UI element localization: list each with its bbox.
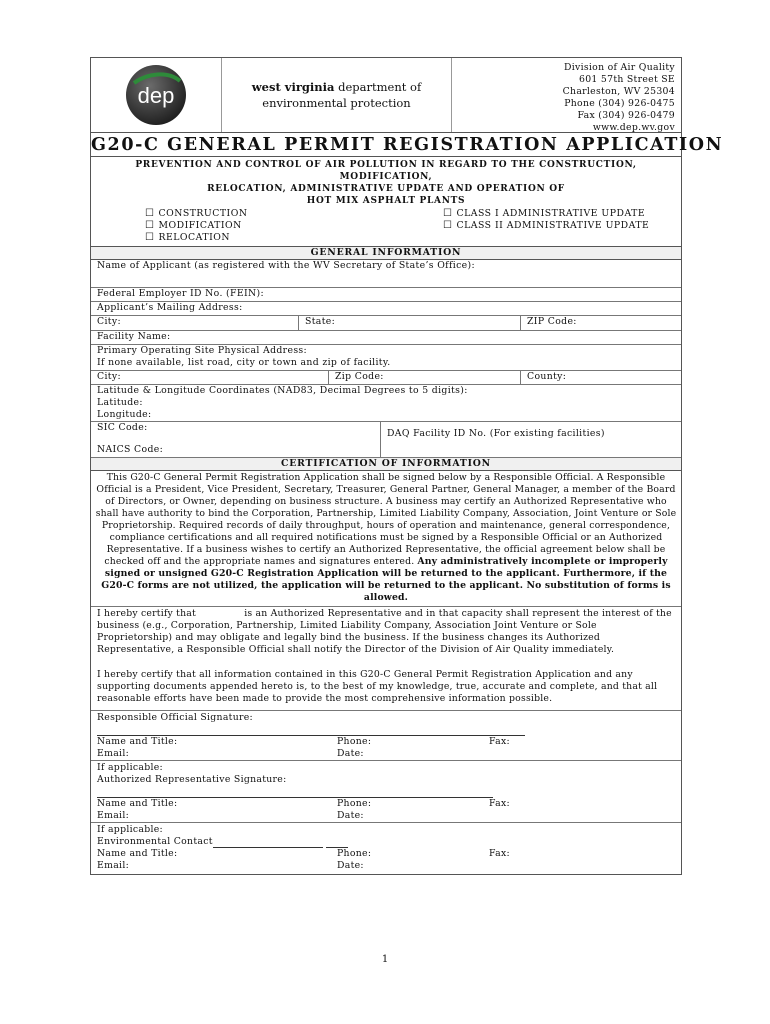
authorized-rep-statement <box>91 607 681 657</box>
lat-long-field[interactable] <box>91 385 681 422</box>
statement-text: I hereby certify that <box>97 608 200 619</box>
field-label: County: <box>527 371 567 382</box>
facility-name-field[interactable] <box>91 331 681 345</box>
name-title-field[interactable]: Name and Title: <box>97 848 178 859</box>
authorized-signature-line[interactable] <box>97 774 675 798</box>
field-label: DAQ Facility ID No. (For existing facilities) <box>387 428 605 439</box>
environmental-contact-block <box>91 822 681 874</box>
dep-logo <box>91 58 222 132</box>
checkbox-class-ii-update[interactable]: ☐ CLASS II ADMINISTRATIVE UPDATE <box>443 220 650 231</box>
latitude-label: Latitude: <box>97 397 143 408</box>
field-hint: If none available, list road, city or town and zip of facility. <box>97 357 391 368</box>
phone-field[interactable]: Phone: <box>337 798 372 809</box>
email-field[interactable]: Email: <box>97 748 130 759</box>
rep-name-blank[interactable] <box>199 610 241 620</box>
if-applicable-label: If applicable: <box>97 762 163 773</box>
checkbox-label: CLASS I ADMINISTRATIVE UPDATE <box>456 208 646 219</box>
page-number: 1 <box>381 954 389 965</box>
checkbox-label: RELOCATION <box>158 232 230 243</box>
field-label: Latitude & Longitude Coordinates (NAD83, Decimal Degrees to 5 digits): <box>97 385 468 396</box>
city2-field[interactable] <box>91 371 329 384</box>
zip-field[interactable] <box>521 316 681 330</box>
fax-field[interactable]: Fax: <box>489 736 510 747</box>
field-label: ZIP Code: <box>527 316 577 327</box>
responsible-official-block <box>91 710 681 760</box>
site-address-field[interactable] <box>91 345 681 371</box>
address-line: Division of Air Quality <box>563 62 675 73</box>
email-field[interactable]: Email: <box>97 810 130 821</box>
name-title-field[interactable]: Name and Title: <box>97 798 178 809</box>
field-label: City: <box>97 316 121 327</box>
signature-label: Authorized Representative Signature: <box>97 774 287 785</box>
field-label: Name of Applicant (as registered with the WV Secretary of State’s Office): <box>97 260 475 271</box>
naics-code-label[interactable]: NAICS Code: <box>97 444 164 455</box>
checkbox-relocation[interactable]: ☐ RELOCATION <box>145 232 230 243</box>
form-subtitle <box>91 157 681 207</box>
date-field[interactable]: Date: <box>337 810 364 821</box>
phone-field[interactable]: Phone: <box>337 736 372 747</box>
if-applicable-label: If applicable: <box>97 824 163 835</box>
responsible-signature-line[interactable] <box>97 712 675 736</box>
signature-label: Responsible Official Signature: <box>97 712 253 723</box>
address-line: Phone (304) 926-0475 <box>564 98 675 109</box>
dept-bold: west virginia <box>251 80 335 94</box>
dept-rest: department of environmental protection <box>262 80 422 110</box>
date-field[interactable]: Date: <box>337 860 364 871</box>
name-title-field[interactable]: Name and Title: <box>97 736 178 747</box>
letterhead <box>91 58 681 133</box>
email-field[interactable]: Email: <box>97 860 130 871</box>
checkbox-label: CONSTRUCTION <box>158 208 248 219</box>
svg-text:dep: dep <box>137 83 175 108</box>
subtitle-line: HOT MIX ASPHALT PLANTS <box>306 196 466 206</box>
subtitle-line: RELOCATION, ADMINISTRATIVE UPDATE AND OPERATION OF <box>207 184 565 194</box>
field-label: Federal Employer ID No. (FEIN): <box>97 288 264 299</box>
phone-field[interactable]: Phone: <box>337 848 372 859</box>
county-field[interactable] <box>521 371 681 384</box>
dep-logo-icon <box>124 63 188 127</box>
authorized-rep-block <box>91 760 681 822</box>
sic-code-label[interactable]: SIC Code: <box>97 422 148 433</box>
field-label: City: <box>97 371 121 382</box>
fax-field[interactable]: Fax: <box>489 798 510 809</box>
form-title: G20-C GENERAL PERMIT REGISTRATION APPLICATION <box>91 135 724 155</box>
application-type-checkboxes <box>91 207 681 246</box>
checkbox-construction[interactable]: ☐ CONSTRUCTION <box>145 208 248 219</box>
applicant-name-field[interactable] <box>91 260 681 288</box>
fax-field[interactable]: Fax: <box>489 848 510 859</box>
agency-address <box>452 58 681 132</box>
checkbox-label: MODIFICATION <box>158 220 242 231</box>
field-label: Zip Code: <box>335 371 384 382</box>
longitude-label: Longitude: <box>97 409 152 420</box>
subtitle-line: PREVENTION AND CONTROL OF AIR POLLUTION IN REGARD TO THE CONSTRUCTION, MODIFICATION, <box>135 160 637 182</box>
address-line: 601 57th Street SE <box>578 74 675 85</box>
certification-heading: CERTIFICATION OF INFORMATION <box>91 458 681 471</box>
mailing-address-field[interactable] <box>91 302 681 316</box>
checkbox-modification[interactable]: ☐ MODIFICATION <box>145 220 242 231</box>
fein-field[interactable] <box>91 288 681 302</box>
general-information-heading: GENERAL INFORMATION <box>91 246 681 260</box>
date-field[interactable]: Date: <box>337 748 364 759</box>
certification-text: This G20-C General Permit Registration Application shall be signed below by a Responsible Official. A Responsible Official is a President, Vice President, Secretary, Treasurer, General Partner, General Manager, a member of the Board of Directors, or Owner, depending on business structure. A business may certify an Authorized Representative who shall have authority to bind the Corporation, Partnership, Limited Liability Company, Association, Joint Venture or Sole Proprietorship. Required records of daily throughput, hours of operation and maintenance, general correspondence, compliance certifications and all required notifications must be signed by a Responsible Official or an Authorized Representative. If a business wishes to certify an Authorized Representative, the official agreement below shall be checked off and the appropriate names and signatures entered. <box>95 472 677 567</box>
statement-text: is an Authorized Representative and in that capacity shall represent the interest of the business (e.g., Corporation, Partnership, Limited Liability Company, Association Joint Venture or Sole Proprietorship) and may obligate and legally bind the business. If the business changes its Authorized Representative, a Responsible Official shall notify the Director of the Division of Air Quality immediately. <box>97 608 672 655</box>
address-link[interactable]: www.dep.wv.gov <box>592 122 675 133</box>
field-label: Facility Name: <box>97 331 171 342</box>
checkbox-class-i-update[interactable]: ☐ CLASS I ADMINISTRATIVE UPDATE <box>443 208 646 219</box>
field-label: State: <box>305 316 336 327</box>
department-name <box>222 58 452 132</box>
checkbox-label: CLASS II ADMINISTRATIVE UPDATE <box>456 220 650 231</box>
state-field[interactable] <box>299 316 521 330</box>
environmental-contact-line[interactable] <box>97 836 675 848</box>
daq-facility-id-field[interactable] <box>381 422 681 457</box>
city-field[interactable] <box>91 316 299 330</box>
field-label: Primary Operating Site Physical Address: <box>97 345 308 356</box>
certification-body <box>91 471 681 607</box>
zip2-field[interactable] <box>329 371 521 384</box>
accuracy-statement: I hereby certify that all information contained in this G20-C General Permit Registration Application and any supporting documents appended hereto is, to the best of my knowledge, true, accurate and complete, and that all reasonable efforts have been made to provide the most comprehensive information possible. <box>97 669 658 704</box>
certification-warning: Any administratively incomplete or improperly signed or unsigned G20-C Registration Application will be returned to the applicant. Furthermore, if the G20-C forms are not utilized, the application will be returned to the applicant. No substitution of forms is allowed. <box>101 556 671 603</box>
contact-label: Environmental Contact <box>97 836 213 847</box>
field-label: Applicant’s Mailing Address: <box>97 302 243 313</box>
address-line: Charleston, WV 25304 <box>562 86 675 97</box>
address-line: Fax (304) 926-0479 <box>577 110 675 121</box>
